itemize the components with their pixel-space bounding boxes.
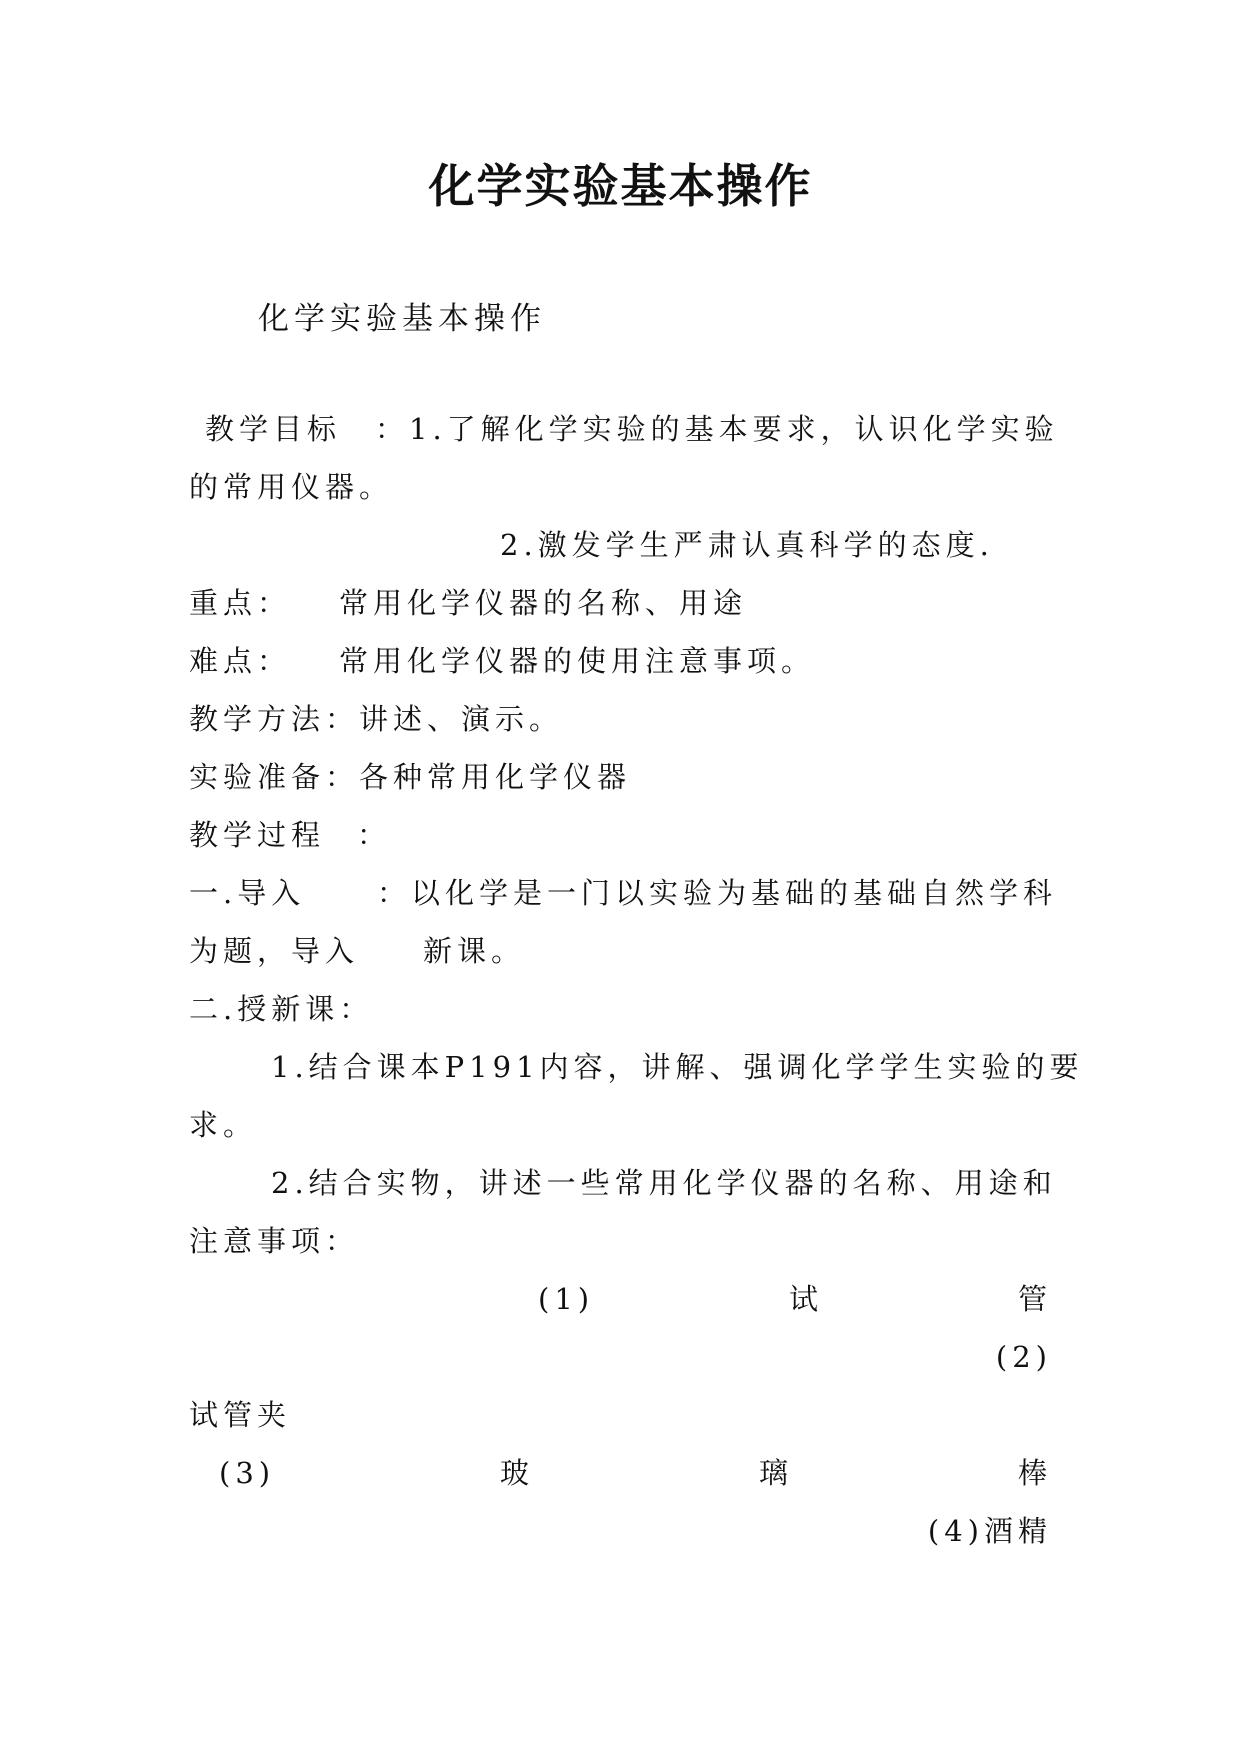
intro-label: 一.导入 (189, 876, 306, 910)
instrument-3-char-1: 玻 (500, 1456, 535, 1490)
key-point-text: 常用化学仪器的名称、用途 (339, 586, 748, 620)
goals-item-2: 2.激发学生严肃认真科学的态度. (500, 528, 994, 562)
goals-item-1: ：1.了解化学实验的基本要求，认识化学实验 (375, 412, 1059, 446)
document-subtitle: 化学实验基本操作 (258, 301, 546, 337)
new-lesson-heading: 二.授新课： (189, 992, 374, 1026)
instrument-2-name: 试管夹 (189, 1398, 292, 1432)
instrument-3-char-2: 璃 (759, 1456, 794, 1490)
difficulty-text: 常用化学仪器的使用注意事项。 (339, 644, 816, 678)
point-1-line-1: 1.结合课本P191内容，讲解、强调化学学生实验的要 (271, 1050, 1084, 1084)
instrument-3-number: (3) (219, 1456, 276, 1490)
instrument-4-line (189, 1502, 1052, 1560)
teaching-method: 教学方法：讲述、演示。 (189, 702, 564, 736)
intro-line-2 (189, 922, 1052, 980)
teaching-process-colon: ： (357, 818, 392, 852)
difficulty-line (189, 632, 1052, 690)
instrument-4-number: (4) (927, 1514, 984, 1548)
intro-text: ：以化学是一门以实验为基础的基础自然学科 (377, 876, 1058, 910)
instrument-1-char-1: 试 (789, 1282, 824, 1316)
lesson-goals (189, 400, 1084, 1560)
instrument-3-line (189, 1444, 1052, 1502)
key-point-line (189, 574, 1052, 632)
instrument-2-number: (2) (995, 1340, 1052, 1374)
goals-label: 教学目标 (205, 412, 342, 446)
instrument-1-char-2: 管 (1017, 1282, 1052, 1316)
difficulty-label: 难点： (189, 644, 292, 678)
intro-line-1 (189, 864, 1058, 922)
point-2-line-2: 注意事项： (189, 1224, 360, 1258)
intro-text-end: 新课。 (423, 934, 526, 968)
goals-line-2: 的常用仪器。 (189, 470, 394, 504)
instrument-1-line (189, 1270, 1052, 1328)
point-1-line-2: 求。 (189, 1108, 258, 1142)
instrument-1-number: (1) (538, 1282, 595, 1316)
teaching-process-label: 教学过程 (189, 818, 326, 852)
intro-text-start: 为题，导入 (189, 934, 360, 968)
experiment-preparation: 实验准备：各种常用化学仪器 (189, 760, 632, 794)
point-2-line-1: 2.结合实物，讲述一些常用化学仪器的名称、用途和 (271, 1166, 1057, 1200)
document-title: 化学实验基本操作 (428, 159, 813, 213)
goals-line-1 (189, 400, 1059, 458)
teaching-process-line (189, 806, 1052, 864)
instrument-3-char-3: 棒 (1017, 1456, 1052, 1490)
instrument-4-name: 酒精 (983, 1514, 1052, 1548)
key-point-label: 重点： (189, 586, 292, 620)
